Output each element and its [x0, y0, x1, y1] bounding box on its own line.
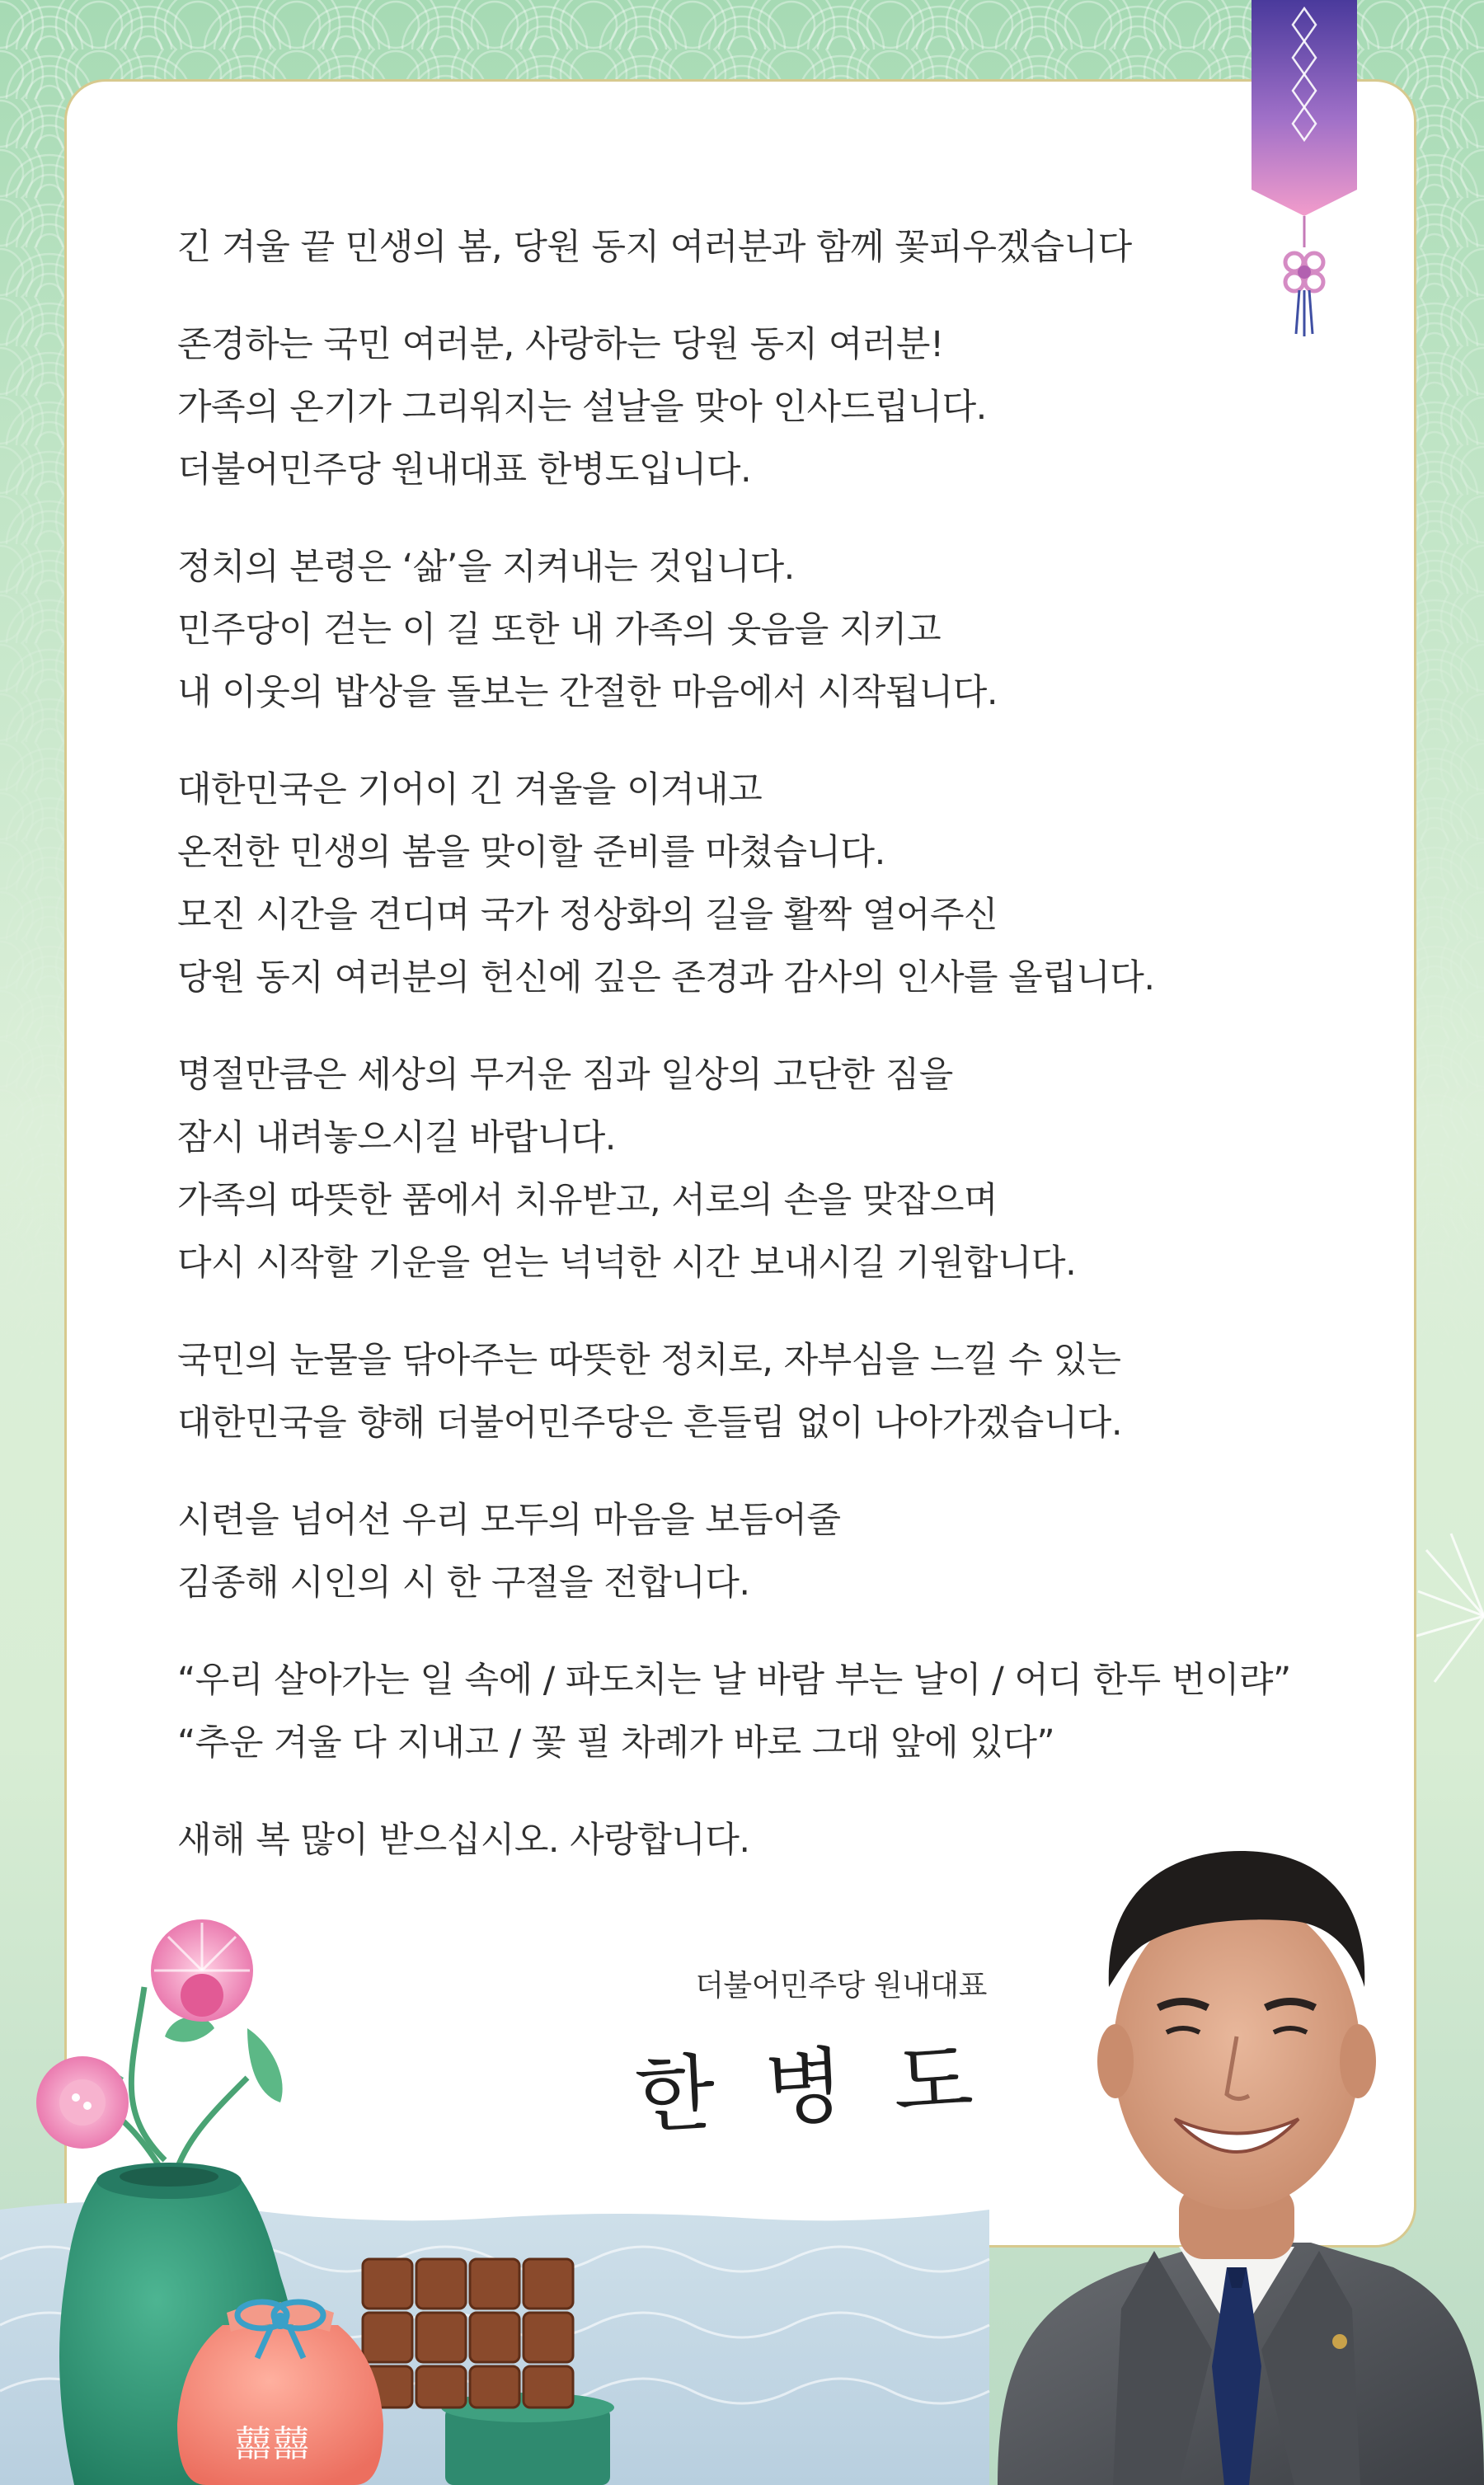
- letter-line: 대한민국을 향해 더불어민주당은 흔들림 없이 나아가겠습니다.: [177, 1402, 1122, 1444]
- letter-line: 시련을 넘어선 우리 모두의 마음을 보듬어줄: [177, 1500, 841, 1541]
- letter-line: 새해 복 많이 받으십시오. 사랑합니다.: [177, 1820, 750, 1861]
- letter-line: 잠시 내려놓으시길 바랍니다.: [177, 1117, 616, 1158]
- letter-line: 김종해 시인의 시 한 구절을 전합니다.: [177, 1562, 750, 1604]
- letter-paragraph: [177, 1329, 1331, 1454]
- letter-line: 다시 시작할 기운을 얻는 넉넉한 시간 보내시길 기원합니다.: [177, 1242, 1077, 1284]
- letter-line: 대한민국은 기어이 긴 겨울을 이겨내고: [177, 769, 763, 810]
- poem-quote-paragraph: [177, 1649, 1331, 1774]
- letter-line: 더불어민주당 원내대표 한병도입니다.: [177, 449, 752, 491]
- letter-body: [177, 216, 1331, 1906]
- letter-line: 정치의 본령은 ‘삶’을 지켜내는 것입니다.: [177, 547, 795, 588]
- letter-line: 가족의 온기가 그리워지는 설날을 맞아 인사드립니다.: [177, 387, 987, 428]
- letter-line: 당원 동지 여러분의 헌신에 깊은 존경과 감사의 인사를 올립니다.: [177, 957, 1155, 998]
- letter-line: 민주당이 걷는 이 길 또한 내 가족의 웃음을 지키고: [177, 609, 942, 651]
- letter-paragraph: [177, 1489, 1331, 1614]
- letter-line: 온전한 민생의 봄을 맞이할 준비를 마쳤습니다.: [177, 832, 885, 873]
- letter-line: 가족의 따뜻한 품에서 치유받고, 서로의 손을 맞잡으며: [177, 1180, 998, 1221]
- signature-name: 한병도: [632, 2027, 1025, 2145]
- letter-paragraph: [177, 536, 1331, 724]
- letter-paragraph: [177, 759, 1331, 1009]
- norigae-ribbon-icon: [1247, 0, 1362, 338]
- portrait-photo: [965, 1773, 1484, 2485]
- letter-heading-paragraph: [177, 216, 1331, 279]
- poem-line: “우리 살아가는 일 속에 / 파도치는 날 바람 부는 날이 / 어디 한두 번이랴”: [177, 1660, 1291, 1701]
- letter-paragraph: [177, 1044, 1331, 1294]
- letter-line: 국민의 눈물을 닦아주는 따뜻한 정치로, 자부심을 느낄 수 있는: [177, 1340, 1121, 1381]
- letter-line: 긴 겨울 끝 민생의 봄, 당원 동지 여러분과 함께 꽃피우겠습니다: [177, 227, 1132, 268]
- letter-line: 내 이웃의 밥상을 돌보는 간절한 마음에서 시작됩니다.: [177, 672, 998, 713]
- letter-line: 모진 시간을 견디며 국가 정상화의 길을 활짝 열어주신: [177, 895, 998, 936]
- letter-paragraph: [177, 313, 1331, 501]
- poem-line: “추운 겨울 다 지내고 / 꽃 필 차례가 바로 그대 앞에 있다”: [177, 1722, 1055, 1764]
- letter-line: 명절만큼은 세상의 무거운 짐과 일상의 고단한 짐을: [177, 1055, 953, 1096]
- letter-line: 존경하는 국민 여러분, 사랑하는 당원 동지 여러분!: [177, 324, 944, 365]
- pouch-label: 囍囍: [235, 2423, 311, 2465]
- signature-title: 더불어민주당 원내대표: [695, 1969, 987, 2003]
